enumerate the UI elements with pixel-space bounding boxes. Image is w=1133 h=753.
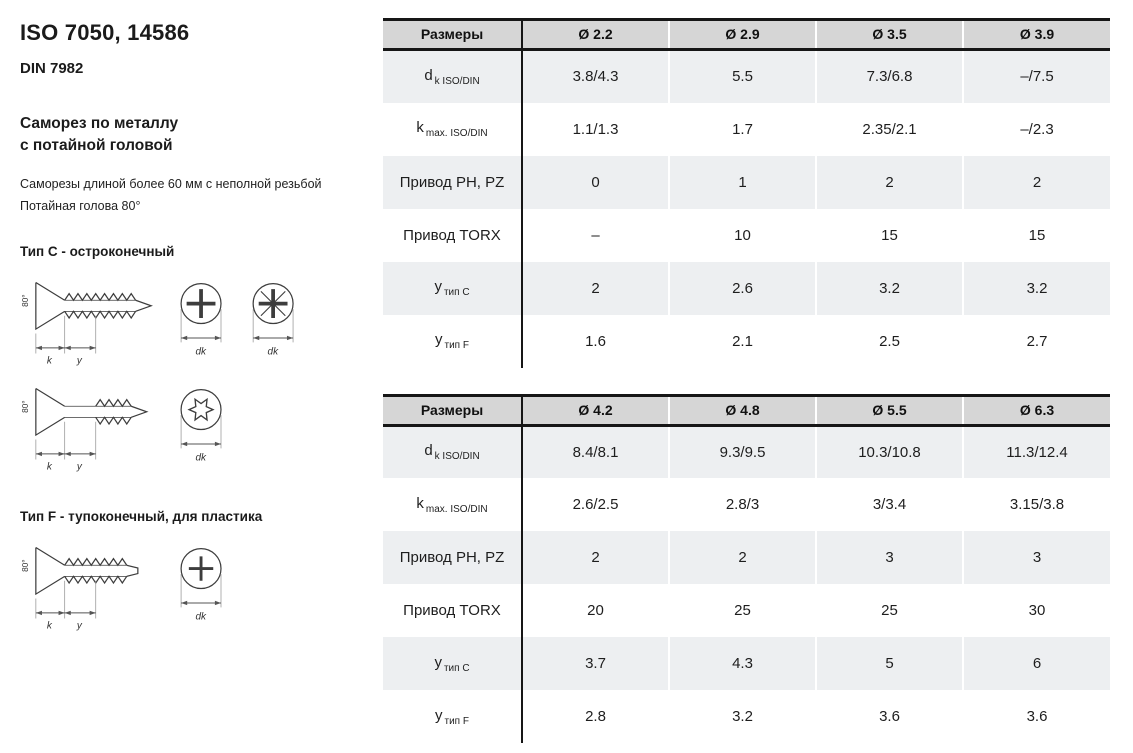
table-row <box>383 156 1110 209</box>
diameter-column-header: Ø 3.9 <box>963 20 1110 50</box>
value-cell: 15 <box>963 209 1110 262</box>
row-label-cell <box>383 478 522 531</box>
header-corner-cell: Размеры <box>383 395 522 425</box>
value-cell: 2 <box>669 531 816 584</box>
value-cell: 15 <box>816 209 963 262</box>
type-f-screw-drawing <box>20 532 320 634</box>
row-label-subscript: тип F <box>444 340 469 351</box>
dim-y-label: y <box>76 355 82 367</box>
dim-dk-label: dk <box>195 346 207 358</box>
type-c-heading: Тип C - остроконечный <box>20 243 175 259</box>
value-cell: 6 <box>963 637 1110 690</box>
din-subtitle: DIN 7982 <box>20 60 84 77</box>
dim-k-label: k <box>46 620 52 632</box>
value-cell: 3.2 <box>669 690 816 743</box>
table-row <box>383 637 1110 690</box>
dimension-lines <box>20 559 96 631</box>
diameter-column-header: Ø 2.2 <box>522 20 669 50</box>
row-label-cell <box>383 209 522 262</box>
ph-drive-view <box>181 283 221 357</box>
table-row <box>383 103 1110 156</box>
diameter-column-header: Ø 3.5 <box>816 20 963 50</box>
value-cell: 3.2 <box>963 262 1110 315</box>
value-cell: 3 <box>963 531 1110 584</box>
value-cell: –/2.3 <box>963 103 1110 156</box>
value-cell: 4.3 <box>669 637 816 690</box>
pz-drive-view <box>253 283 293 357</box>
row-label-cell <box>383 315 522 368</box>
row-label-subscript: max. ISO/DIN <box>425 128 488 139</box>
table-row <box>383 50 1110 103</box>
table-row <box>383 425 1110 478</box>
value-cell: 30 <box>963 584 1110 637</box>
row-label-cell <box>383 637 522 690</box>
dim-dk-label: dk <box>195 452 207 464</box>
value-cell: 1.1/1.3 <box>572 120 619 138</box>
value-cell: 2 <box>522 262 669 315</box>
torx-drive-view <box>181 389 221 463</box>
screw-side-view <box>36 282 151 329</box>
value-cell: 2.6 <box>669 262 816 315</box>
value-cell: 3.8/4.3 <box>522 50 669 103</box>
value-cell: –/7.5 <box>963 50 1110 103</box>
row-label-main: d <box>424 442 433 460</box>
value-cell: 11.3/12.4 <box>963 425 1110 478</box>
type-f-heading: Тип F - тупоконечный, для пластика <box>20 508 263 524</box>
row-label-main: y <box>435 706 443 724</box>
value-cell: 2.35/2.1 <box>816 103 963 156</box>
row-label-main: k <box>416 494 424 512</box>
value-cell: 2.5 <box>816 315 963 368</box>
row-label-main: Привод PH, PZ <box>399 549 505 566</box>
screw-side-view <box>36 388 147 435</box>
value-cell: 2.1 <box>669 315 816 368</box>
value-cell: 9.3/9.5 <box>669 425 816 478</box>
dimension-lines <box>20 400 96 472</box>
value-cell: 10.3/10.8 <box>816 425 963 478</box>
value-cell: 3 <box>816 531 963 584</box>
spec-table-large-diameters <box>383 394 1110 744</box>
dim-dk-label: dk <box>195 611 207 623</box>
value-cell: 3.15/3.8 <box>963 478 1110 531</box>
product-notes <box>20 174 375 218</box>
product-name-line1: Саморез по металлу <box>20 115 179 132</box>
tables-panel <box>383 0 1133 753</box>
value-cell: 25 <box>669 584 816 637</box>
table-row <box>383 478 1110 531</box>
table-row <box>383 315 1110 368</box>
value-cell: 2 <box>522 531 669 584</box>
value-cell: 2 <box>816 156 963 209</box>
table-row <box>383 262 1110 315</box>
diameter-column-header: Ø 5.5 <box>816 395 963 425</box>
type-c-screw-drawing <box>20 267 320 369</box>
value-cell: 0 <box>522 156 669 209</box>
cross-drive-view <box>181 548 221 622</box>
diameter-column-header: Ø 2.9 <box>669 20 816 50</box>
diameter-column-header: Ø 6.3 <box>963 395 1110 425</box>
value-cell: 3.6 <box>963 690 1110 743</box>
row-label-cell <box>383 425 522 478</box>
value-cell: 2.8/3 <box>669 478 816 531</box>
table-row <box>383 690 1110 743</box>
table-row <box>383 531 1110 584</box>
value-cell: 10 <box>669 209 816 262</box>
page-title: ISO 7050, 14586 <box>20 20 190 45</box>
note-head-angle: Потайная голова 80° <box>20 198 141 213</box>
row-label-subscript: k ISO/DIN <box>434 451 480 463</box>
table-row <box>383 209 1110 262</box>
product-name-line2: с потайной головой <box>20 137 173 155</box>
value-cell: 2 <box>963 156 1110 209</box>
row-label-cell <box>383 103 522 156</box>
spec-table-small-diameters <box>383 18 1110 368</box>
row-label-cell <box>383 584 522 637</box>
value-cell: 3.2 <box>816 262 963 315</box>
row-label-main: Привод TORX <box>403 602 501 619</box>
dim-k-label: k <box>46 355 52 367</box>
value-cell: 3/3.4 <box>816 478 963 531</box>
value-cell: 1.7 <box>669 103 816 156</box>
row-label-main: y <box>435 331 443 348</box>
value-cell: 2.8 <box>585 708 606 725</box>
row-label-main: Привод PH, PZ <box>399 173 505 191</box>
value-cell: 2.7 <box>963 315 1110 368</box>
value-cell: 3.7 <box>522 637 669 690</box>
header-corner-cell: Размеры <box>383 20 522 50</box>
diameter-column-header: Ø 4.8 <box>669 395 816 425</box>
dim-y-label: y <box>76 620 82 632</box>
head-angle-label: 80° <box>20 400 31 413</box>
row-label-cell <box>383 690 522 743</box>
value-cell: 25 <box>816 584 963 637</box>
value-cell: 3.6 <box>816 690 963 743</box>
left-panel <box>0 0 383 753</box>
value-cell: 5.5 <box>669 50 816 103</box>
value-cell: 1.6 <box>585 332 606 350</box>
dim-k-label: k <box>46 461 52 473</box>
row-label-main: d <box>424 66 433 84</box>
head-angle-label: 80° <box>20 294 31 307</box>
value-cell: 1 <box>669 156 816 209</box>
row-label-cell <box>383 531 522 584</box>
row-label-main: k <box>416 119 424 136</box>
type-c-screw-partial-thread-drawing <box>20 373 320 475</box>
dim-y-label: y <box>76 461 82 473</box>
row-label-subscript: тип C <box>443 662 470 674</box>
note-thread-length: Саморезы длиной более 60 мм с неполной резьбой <box>20 176 322 191</box>
row-label-cell <box>383 50 522 103</box>
value-cell: 2.6/2.5 <box>572 496 619 513</box>
table-row <box>383 584 1110 637</box>
row-label-subscript: k ISO/DIN <box>434 75 480 87</box>
value-cell: 5 <box>816 637 963 690</box>
row-label-cell <box>383 156 522 209</box>
row-label-cell <box>383 262 522 315</box>
row-label-subscript: max. ISO/DIN <box>425 503 488 515</box>
value-cell: 7.3/6.8 <box>816 50 963 103</box>
value-cell: 20 <box>587 602 604 619</box>
value-cell: 8.4/8.1 <box>522 425 669 478</box>
head-angle-label: 80° <box>20 559 31 572</box>
value-cell: – <box>591 226 600 244</box>
screw-side-view <box>36 547 138 594</box>
dimension-lines <box>20 294 96 366</box>
product-name <box>20 113 375 158</box>
row-label-main: Привод TORX <box>403 226 501 244</box>
row-label-main: y <box>434 653 442 671</box>
table-header-row <box>383 20 1110 50</box>
dim-dk-label: dk <box>267 346 279 358</box>
row-label-subscript: тип F <box>444 715 469 727</box>
diameter-column-header: Ø 4.2 <box>522 395 669 425</box>
row-label-subscript: тип C <box>443 287 470 298</box>
row-label-main: y <box>434 278 442 295</box>
table-header-row <box>383 395 1110 425</box>
